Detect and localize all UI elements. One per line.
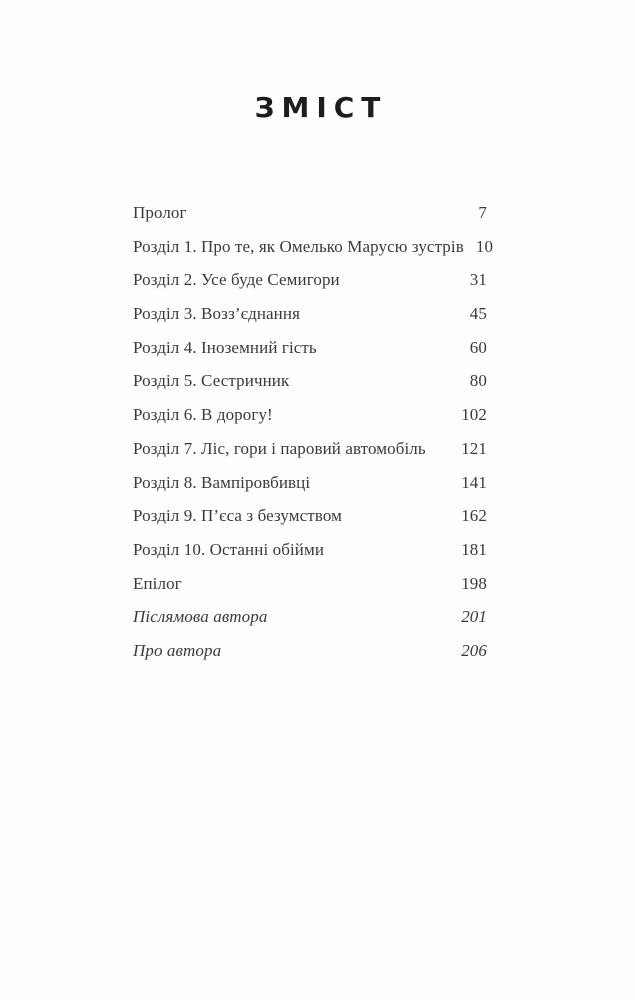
toc-entry-label: Пролог <box>133 203 187 222</box>
toc-entry-page: 45 <box>469 304 487 324</box>
toc-row <box>133 640 487 674</box>
toc-row <box>133 472 487 506</box>
toc-entry-label: Розділ 5. Сестричник <box>133 371 290 391</box>
toc-row <box>133 337 487 371</box>
toc-entry-page: 60 <box>469 337 487 357</box>
toc-row <box>133 505 487 539</box>
toc-entry-page: 80 <box>469 371 487 391</box>
table-of-contents <box>133 202 494 674</box>
toc-entry-page: 7 <box>478 203 487 222</box>
toc-entry-label: Розділ 4. Іноземний гість <box>133 337 317 357</box>
toc-row <box>133 370 487 404</box>
toc-row <box>133 539 487 573</box>
toc-entry-label: Післямова автора <box>133 607 268 627</box>
toc-entry-page: 121 <box>461 438 487 458</box>
toc-entry-page: 31 <box>469 270 487 290</box>
toc-entry-label: Про автора <box>133 640 222 660</box>
toc-entry-label: Розділ 1. Про те, як Омелько Марусю зустрів <box>133 236 464 256</box>
toc-row <box>133 404 487 438</box>
toc-entry-page: 181 <box>461 539 487 559</box>
toc-entry-label: Епілог <box>133 573 182 593</box>
toc-entry-page: 102 <box>461 405 487 425</box>
toc-entry-label: Розділ 9. П’єса з безумством <box>133 506 342 526</box>
toc-entry-page: 162 <box>461 506 487 526</box>
toc-row <box>133 606 487 640</box>
toc-entry-label: Розділ 2. Усе буде Семигори <box>133 270 340 290</box>
toc-entry-page: 141 <box>461 472 487 492</box>
toc-row <box>133 236 494 270</box>
toc-entry-page: 198 <box>461 573 487 593</box>
toc-entry-page: 206 <box>461 640 487 660</box>
toc-entry-label: Розділ 3. Возз’єднання <box>133 304 300 324</box>
toc-row <box>133 269 487 303</box>
toc-entry-label: Розділ 8. Вампіровбивці <box>133 472 311 492</box>
page-title: ЗМІСТ <box>254 91 388 124</box>
toc-row <box>133 303 487 337</box>
toc-entry-label: Розділ 6. В дорогу! <box>133 405 273 425</box>
toc-row <box>133 202 487 236</box>
toc-row <box>133 573 487 607</box>
toc-entry-label: Розділ 7. Ліс, гори і паровий автомобіль <box>133 438 426 458</box>
toc-entry-label: Розділ 10. Останні обійми <box>133 539 325 559</box>
toc-entry-page: 201 <box>461 607 487 627</box>
toc-row <box>133 438 487 472</box>
toc-entry-page: 10 <box>475 236 494 256</box>
